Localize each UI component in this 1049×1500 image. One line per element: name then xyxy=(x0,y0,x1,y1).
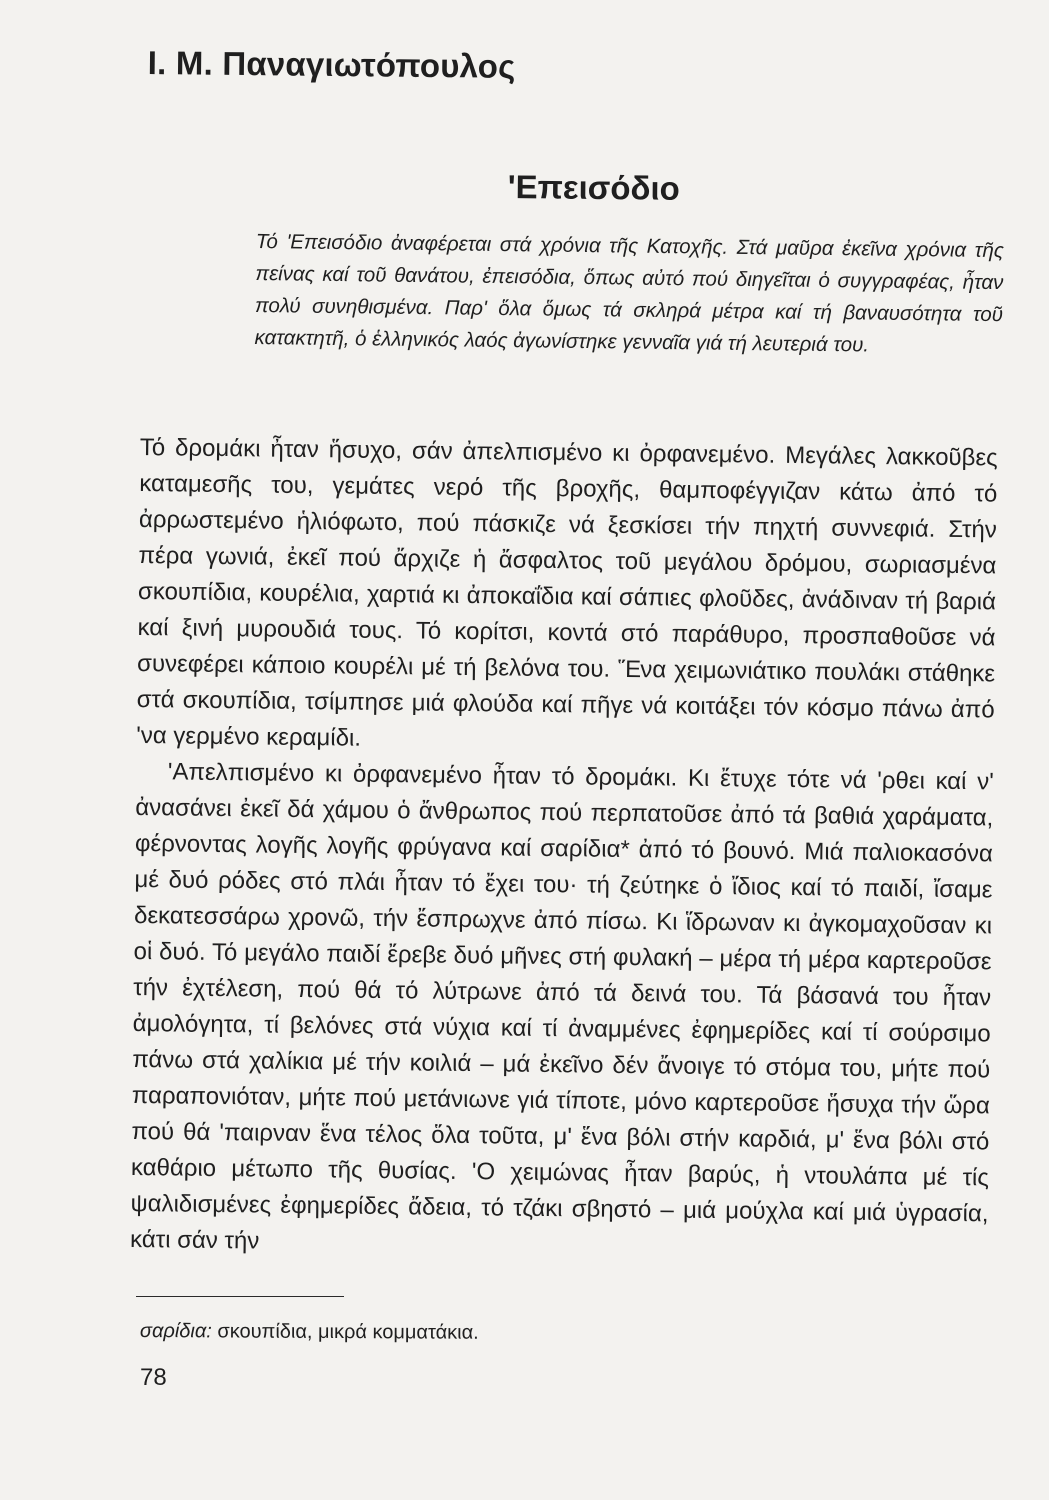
page-number: 78 xyxy=(140,1364,167,1391)
footnote-divider xyxy=(136,1296,344,1297)
footnote-definition: σκουπίδια, μικρά κομματάκια. xyxy=(217,1320,479,1344)
story-title: 'Επεισόδιο xyxy=(507,168,681,207)
story-body xyxy=(130,430,998,1268)
intro-paragraph: Τό 'Επεισόδιο ἀναφέρεται στά χρόνια τῆς Κατοχῆς. Στά μαῦρα ἐκεῖνα χρόνια τῆς πείνας καί τοῦ θανάτου, ἐπεισόδια, ὅπως αὐτό πού διηγεῖται ὁ συγγραφέας, ἦταν πολύ συνηθισμένα. Παρ' ὅλα ὅμως τά σκληρά μέτρα καί τή βαναυσότητα τοῦ κατακτητῆ, ὁ ἑλληνικός λαός ἀγωνίστηκε γενναῖα γιά τή λευτεριά του. xyxy=(254,229,1004,357)
footnote-term: σαρίδια: xyxy=(139,1320,212,1343)
footnote xyxy=(140,1320,479,1345)
body-paragraph-2: 'Απελπισμένο κι ὀρφανεμένο ἦταν τό δρομάκι. Κι ἔτυχε τότε νά 'ρθει καί ν' ἀνασάνει ἐκεῖ δά χάμου ὁ ἄνθρωπος πού περπατοῦσε ἀπό τά βαθιά χαράματα, φέρνοντας λογῆς λογῆς φρύγανα καί σαρίδια* ἀπό τό βουνό. Μιά παλιοκασόνα μέ δυό ρόδες στό πλάι ἦταν τό ἔχει του· τή ζεύτηκε ὁ ἴδιος καί τό παιδί, ἴσαμε δεκατεσσάρω χρονῶ, τήν ἔσπρωχνε ἀπό πίσω. Κι ἵδρωναν κι ἀγκομαχοῦσαν κι οἱ δυό. Τό μεγάλο παιδί ἔρεβε δυό μῆνες στή φυλακή – μέρα τή μέρα καρτεροῦσε τήν ἐχτέλεση, πού θά τό λύτρωνε ἀπό τά δεινά του. Τά βάσανά του ἦταν ἀμολόγητα, τί βελόνες στά νύχια καί τί ἀναμμένες ἐφημερίδες καί τί σούρσιμο πάνω στά χαλίκια μέ τήν κοιλιά – μά ἐκεῖνο δέν ἄνοιγε τό στόμα του, μήτε πού παραπονιόταν, μήτε πού μετάνιωνε γιά τίποτε, μόνο καρτεροῦσε ἥσυχα τήν ὥρα πού θά 'παιρναν ἕνα τέλος ὅλα τοῦτα, μ' ἕνα βόλι στήν καρδιά, μ' ἕνα βόλι στό καθάριο μέτωπο τῆς θυσίας. 'Ο χειμώνας ἦταν βαρύς, ἡ ντουλάπα μέ τίς ψαλιδισμένες ἐφημερίδες ἄδεια, τό τζάκι σβηστό – μιά μούχλα καί μιά ὑγρασία, κάτι σάν τήν xyxy=(129,758,994,1255)
author-name: I. Μ. Παναγιωτόπουλος xyxy=(147,44,516,85)
body-paragraph-1: Τό δρομάκι ἦταν ἥσυχο, σάν ἀπελπισμένο κι ὀρφανεμένο. Μεγάλες λακκοῦβες καταμεσῆς του, γεμάτες νερό τῆς βροχῆς, θαμποφέγγιζαν κάτω ἀπό τό ἀρρωστεμένο ἡλιόφωτο, πού πάσκιζε νά ξεσκίσει τήν πηχτή συννεφιά. Στήν πέρα γωνιά, ἐκεῖ πού ἄρχιζε ἡ ἄσφαλτος τοῦ μεγάλου δρόμου, σωριασμένα σκουπίδια, κουρέλια, χαρτιά κι ἀποκαΐδια καί σάπιες φλοῦδες, ἀνάδιναν τή βαριά καί ξινή μυρουδιά τους. Τό κορίτσι, κοντά στό παράθυρο, προσπαθοῦσε νά συνεφέρει κάποιο κουρέλι μέ τή βελόνα του. Ἕνα χειμωνιάτικο πουλάκι στάθηκε στά σκουπίδια, τσίμπησε μιά φλούδα καί πῆγε νά κοιτάξει τόν κόσμο πάνω ἀπό 'να γερμένο κεραμίδι. xyxy=(136,433,998,752)
